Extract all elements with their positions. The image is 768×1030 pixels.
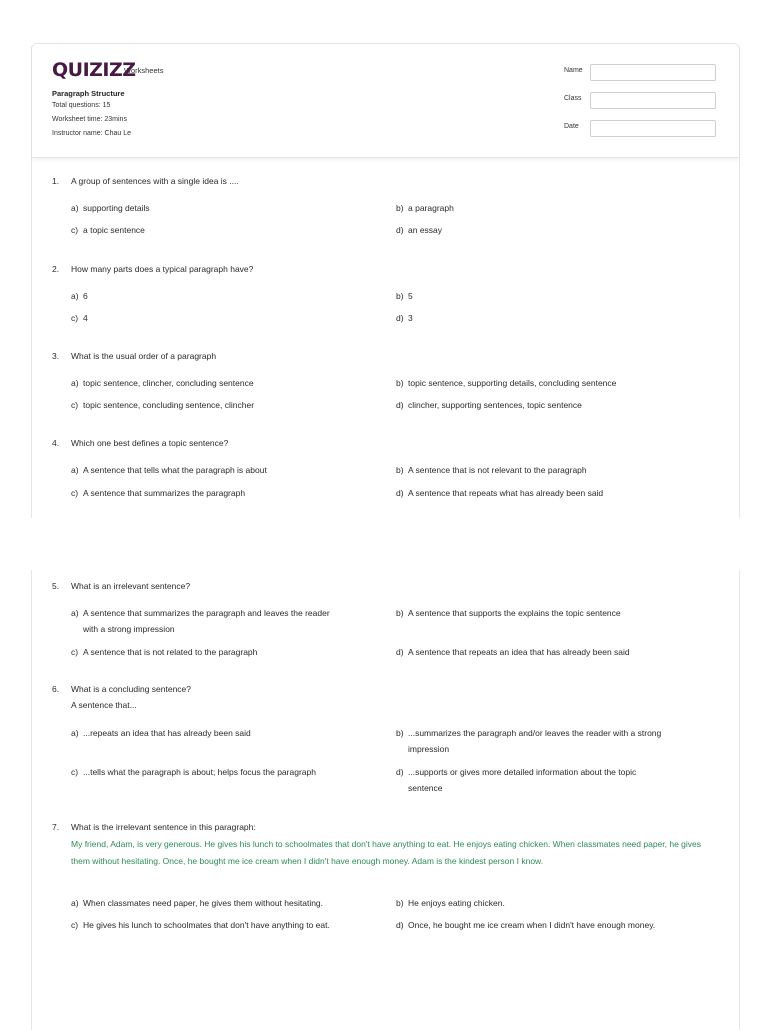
question-number: 2. [52, 264, 60, 274]
name-label: Name [564, 67, 583, 74]
question-number: 3. [52, 351, 60, 361]
name-field[interactable] [590, 64, 716, 81]
question-text: What is an irrelevant sentence? [71, 581, 191, 591]
question-paragraph: My friend, Adam, is very generous. He gives his lunch to schoolmates that don't have anything to eat. He enjoys eating chicken. When classmates need paper, he gives them without hesitating. Once, he bought me ice cream when I didn't have enough money. Adam is the kindest person I know. [71, 839, 702, 866]
question-text: How many parts does a typical paragraph have? [71, 264, 254, 274]
logo-subtitle: Worksheets [124, 66, 164, 75]
total-questions: Total questions: 15 [52, 102, 111, 109]
question-text: What is the usual order of a paragraph [71, 351, 217, 361]
question-number: 7. [52, 822, 60, 832]
date-field[interactable] [590, 120, 716, 137]
class-label: Class [564, 95, 582, 102]
question-text: Which one best defines a topic sentence? [71, 438, 229, 448]
question-number: 6. [52, 684, 60, 694]
class-field[interactable] [590, 92, 716, 109]
quizizz-logo: QUIZIZZ [52, 59, 136, 81]
question-number: 5. [52, 581, 60, 591]
date-label: Date [564, 123, 579, 130]
worksheet-page-2 [31, 570, 740, 1030]
worksheet-time: Worksheet time: 23mins [52, 116, 127, 123]
question-text: What is a concluding sentence? [71, 684, 192, 694]
question-text: A group of sentences with a single idea is .... [71, 176, 239, 186]
worksheet-header [32, 44, 739, 158]
instructor-name: Instructor name: Chau Le [52, 130, 131, 137]
worksheet-title: Paragraph Structure [52, 89, 125, 98]
question-subtext: A sentence that... [71, 700, 137, 710]
question-number: 4. [52, 438, 60, 448]
question-number: 1. [52, 176, 60, 186]
question-text: What is the irrelevant sentence in this paragraph: [71, 822, 256, 832]
